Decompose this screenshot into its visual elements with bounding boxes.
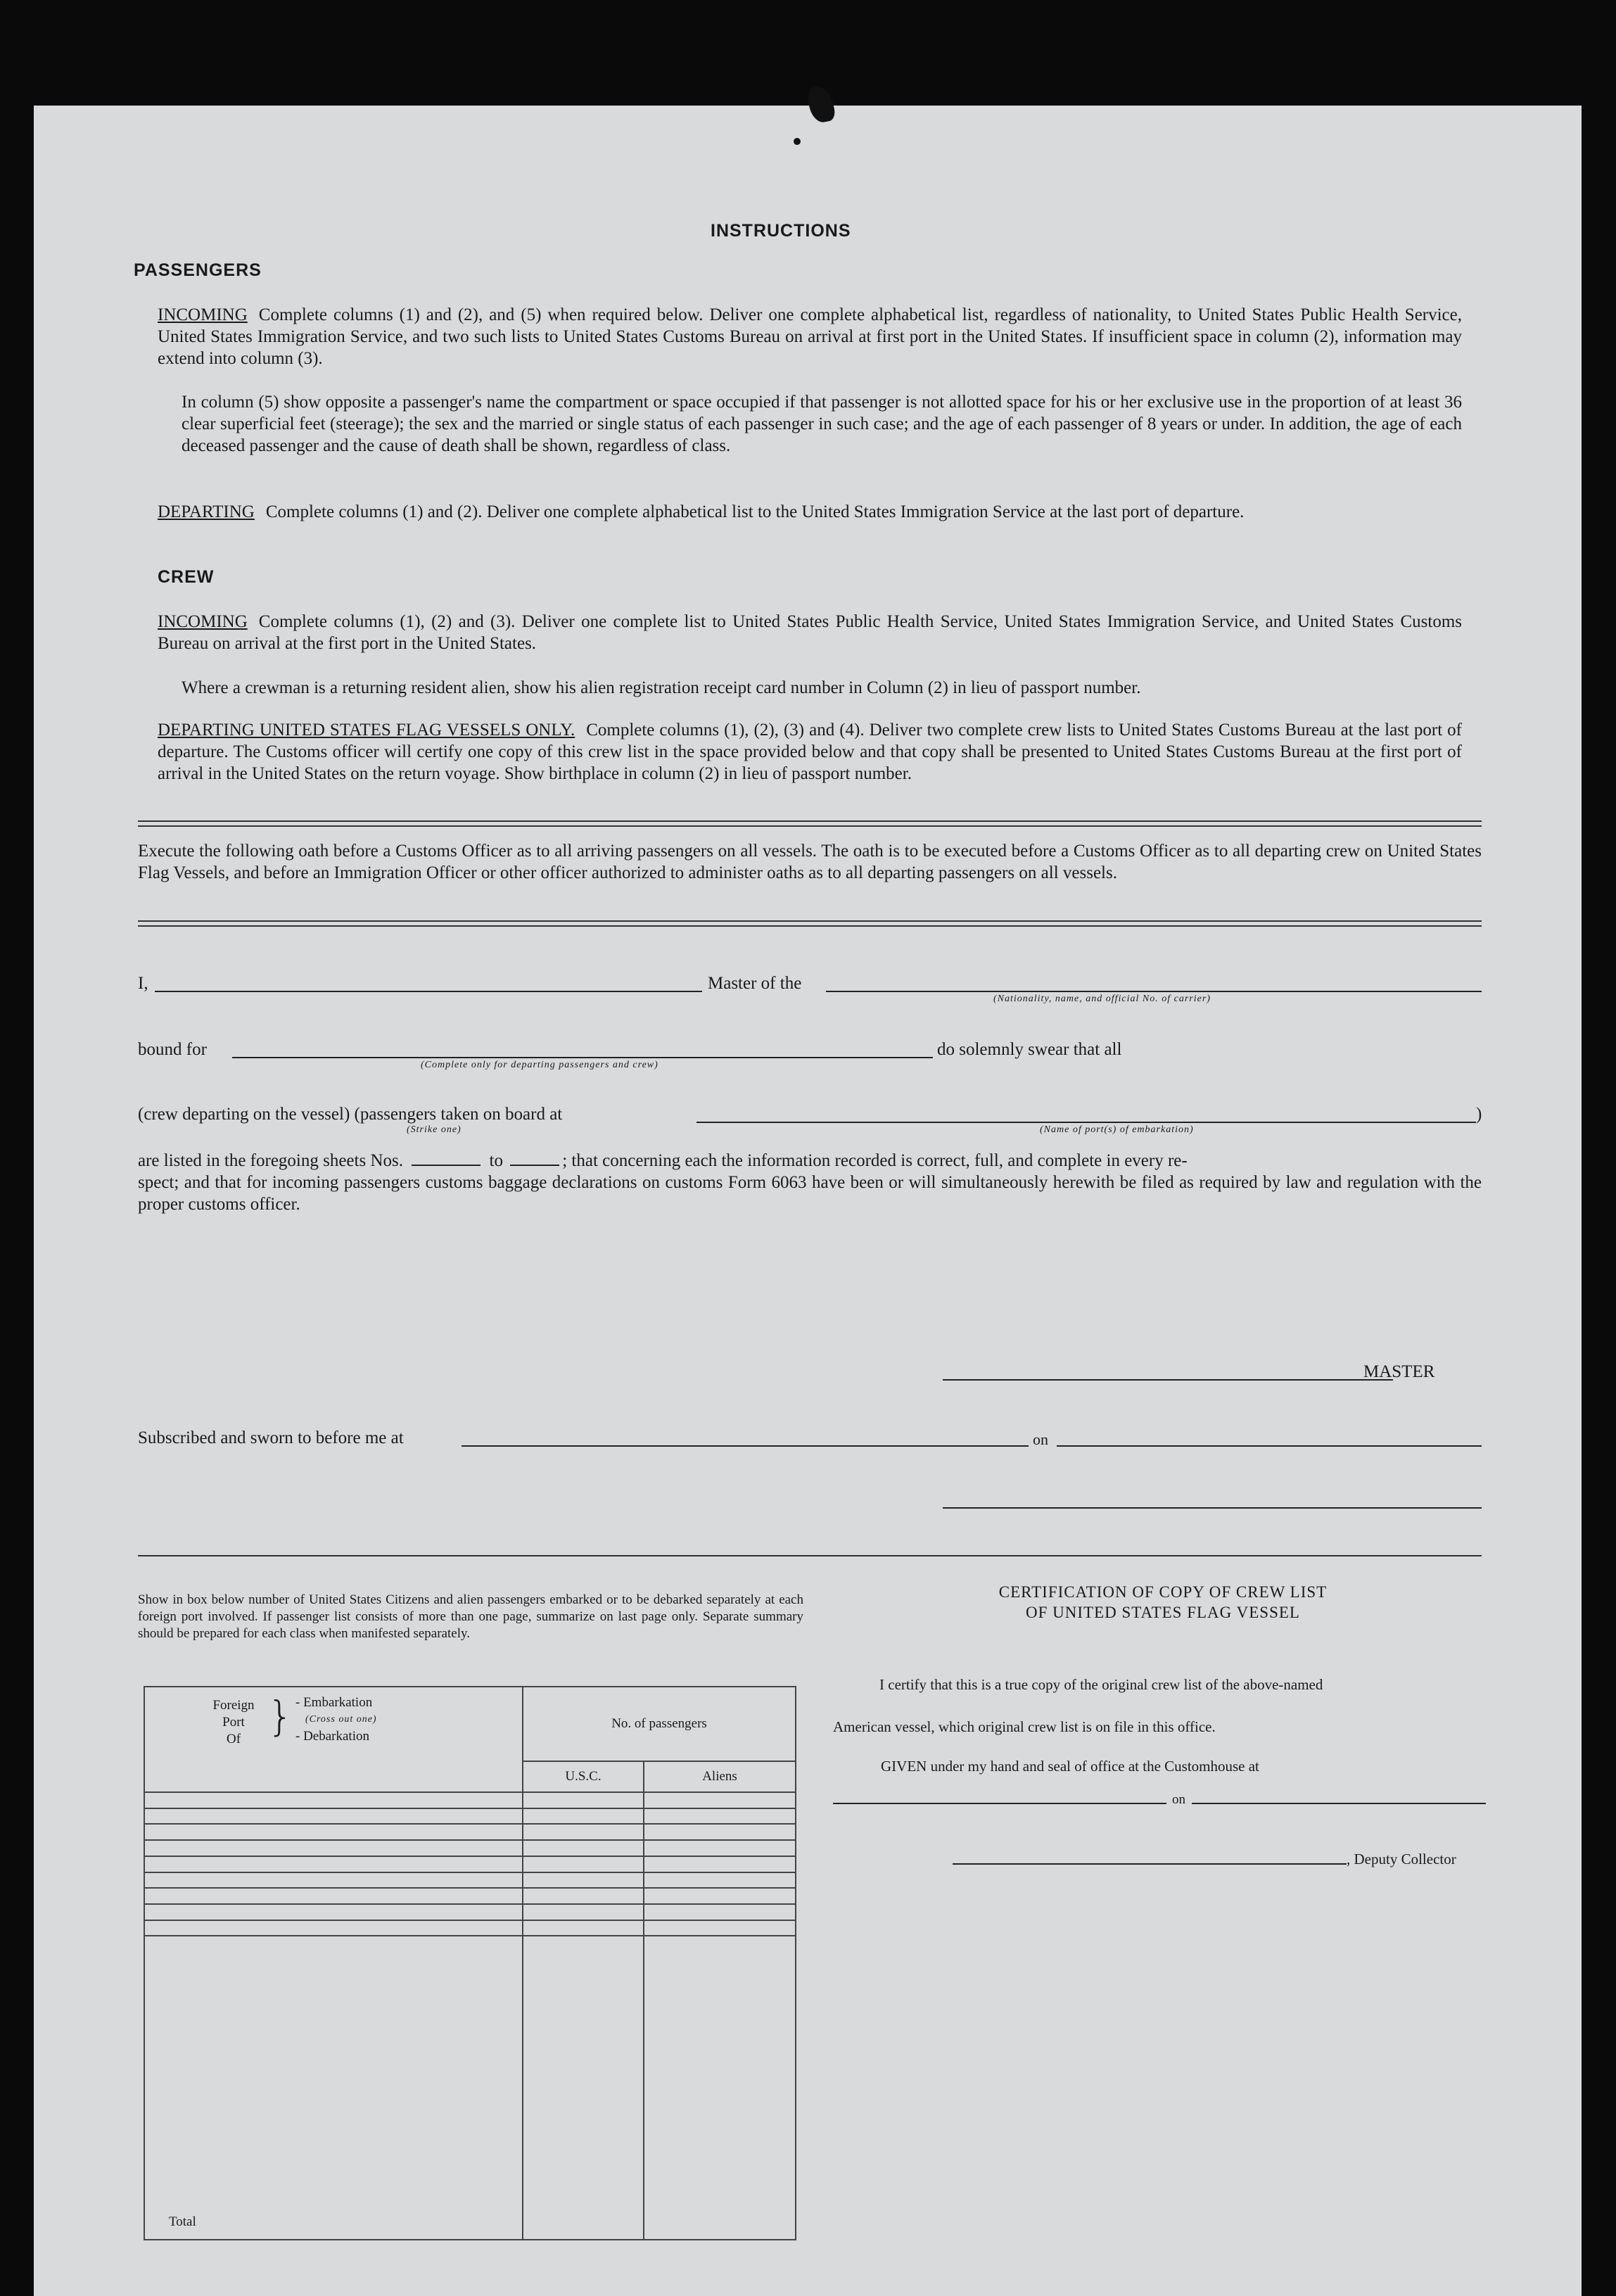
ports-hint: (Name of port(s) of embarkation)	[1040, 1124, 1194, 1135]
listed-line-1	[138, 1150, 1188, 1172]
master-signature-line[interactable]	[943, 1379, 1393, 1381]
foreign-label: Foreign	[212, 1698, 255, 1713]
total-row	[144, 1936, 796, 2240]
foreign-port-header	[144, 1687, 523, 1792]
certification-on-label: on	[1172, 1792, 1185, 1807]
bound-for-line[interactable]	[232, 1057, 933, 1058]
sheet-to-blank[interactable]	[510, 1165, 559, 1166]
crew-incoming-lead: INCOMING	[158, 612, 248, 631]
incoming-passengers-paragraph	[158, 304, 1462, 369]
listed-text-1: are listed in the foregoing sheets Nos.	[138, 1151, 403, 1170]
ports-line[interactable]	[696, 1122, 1476, 1123]
deputy-collector-line[interactable]	[953, 1863, 1347, 1865]
incoming-crew-paragraph	[158, 611, 1462, 654]
embarkation-label: - Embarkation	[295, 1695, 373, 1710]
given-line: GIVEN under my hand and seal of office at the Customhouse at	[881, 1758, 1259, 1775]
certification-title	[843, 1582, 1483, 1623]
table-row	[144, 1856, 796, 1872]
master-of-the-label: Master of the	[708, 974, 802, 993]
table-row	[144, 1920, 796, 1936]
oath-divider	[138, 920, 1482, 927]
strike-one-hint: (Strike one)	[407, 1124, 462, 1135]
brace-icon: }	[267, 1692, 293, 1740]
aliens-header: Aliens	[644, 1761, 796, 1792]
incoming-text: Complete columns (1) and (2), and (5) when required below. Deliver one complete alphabetical list, regardless of nationality, to United States Public Health Service, United States Immigration Service, and two such lists to United States Customs Bureau on arrival at first port in the United States. If insufficient space in column (2), information may extend into column (3).	[158, 305, 1462, 368]
instructions-title: INSTRUCTIONS	[711, 221, 851, 241]
bound-for-label: bound for	[138, 1040, 207, 1059]
listed-to: to	[489, 1151, 503, 1170]
master-name-line[interactable]	[155, 991, 702, 992]
bound-hint: (Complete only for departing passengers and crew)	[421, 1060, 659, 1070]
departing-lead: DEPARTING	[158, 502, 255, 521]
subscribed-on-label: on	[1033, 1431, 1048, 1448]
subscribed-label: Subscribed and sworn to before me at	[138, 1428, 404, 1447]
customhouse-line[interactable]	[833, 1803, 1166, 1804]
lower-divider	[138, 1555, 1482, 1556]
of-label: Of	[226, 1732, 241, 1746]
listed-text-2: ; that concerning each the information recorded is correct, full, and complete in every re-	[562, 1151, 1188, 1170]
total-label: Total	[144, 1936, 523, 2240]
table-row	[144, 1888, 796, 1904]
document-sheet	[34, 106, 1582, 2296]
ink-dot	[794, 138, 801, 145]
certification-title-line-2: OF UNITED STATES FLAG VESSEL	[1026, 1604, 1300, 1621]
passenger-summary-table	[144, 1686, 796, 2240]
table-row	[144, 1872, 796, 1889]
column5-paragraph: In column (5) show opposite a passenger's name the compartment or space occupied if that passenger is not allotted space for his or her exclusive use in the proportion of at least 36 clear superficial feet (steerage); the sex and the married or single status of each passenger in such case; and the age of each passenger of 8 years or under. In addition, the age of each deceased passenger and the cause of death shall be shown, regardless of class.	[182, 393, 1462, 455]
no-passengers-header: No. of passengers	[523, 1687, 796, 1761]
table-row	[144, 1808, 796, 1825]
table-row	[144, 1792, 796, 1808]
oath-intro: Execute the following oath before a Customs Officer as to all arriving passengers on all vessels. The oath is to be executed before a Customs Officer as to all departing crew on United States Flag Vessels, and before an Immigration Officer or other officer authorized to administer oaths as to all departing passengers on all vessels.	[138, 842, 1482, 882]
table-row	[144, 1904, 796, 1920]
section-divider	[138, 820, 1482, 827]
deputy-collector-label: , Deputy Collector	[1347, 1851, 1456, 1867]
sheet-from-blank[interactable]	[412, 1165, 481, 1166]
officer-signature-line[interactable]	[943, 1507, 1482, 1509]
nationality-hint: (Nationality, name, and official No. of carrier)	[993, 994, 1211, 1004]
subscribed-place-line[interactable]	[462, 1445, 1029, 1447]
crew-incoming-text: Complete columns (1), (2) and (3). Deliver one complete list to United States Public Health Service, United States Immigration Service, and United States Customs Bureau on arrival at the first port in the United States.	[158, 612, 1462, 653]
crew-passengers-label: (crew departing on the vessel) (passengers taken on board at	[138, 1105, 563, 1124]
passengers-heading: PASSENGERS	[134, 260, 262, 280]
flag-vessels-lead: DEPARTING UNITED STATES FLAG VESSELS ONLY.	[158, 721, 575, 740]
summary-note: Show in box below number of United States Citizens and alien passengers embarked or to be debarked separately at each foreign port involved. If passenger list consists of more than one page, summarize on last page only. Separate summary should be prepared for each class when manifested separately.	[138, 1592, 803, 1641]
debarkation-label: - Debarkation	[295, 1729, 369, 1744]
crewman-paragraph: Where a crewman is a returning resident alien, show his alien registration receipt card number in Column (2) in lieu of passport number.	[182, 678, 1141, 697]
master-label: MASTER	[1363, 1362, 1435, 1381]
flag-vessels-paragraph	[158, 719, 1462, 785]
subscribed-date-line[interactable]	[1057, 1445, 1482, 1447]
listed-text-3: spect; and that for incoming passengers customs baggage declarations on customs Form 6063 have been or will simultaneously herewith be filed as required by law and regulation with the proper customs officer.	[138, 1173, 1482, 1214]
table-row	[144, 1840, 796, 1856]
crew-heading: CREW	[158, 567, 215, 587]
carrier-line[interactable]	[826, 991, 1482, 992]
port-label: Port	[222, 1715, 245, 1730]
ink-blot	[806, 84, 836, 125]
certification-date-line[interactable]	[1192, 1803, 1486, 1804]
departing-text: Complete columns (1) and (2). Deliver one complete alphabetical list to the United States Immigration Service at the last port of departure.	[265, 502, 1245, 521]
departing-passengers-paragraph	[158, 501, 1462, 523]
certify-line-1: I certify that this is a true copy of the original crew list of the above-named	[879, 1676, 1323, 1693]
usc-header: U.S.C.	[523, 1761, 644, 1792]
close-paren: )	[1476, 1105, 1482, 1124]
cross-out-hint: (Cross out one)	[305, 1714, 377, 1725]
table-row	[144, 1824, 796, 1840]
incoming-lead: INCOMING	[158, 305, 248, 324]
i-label: I,	[138, 974, 148, 993]
flag-vessels-text: Complete columns (1), (2), (3) and (4). Deliver two complete crew lists to United States Customs Bureau at the last port of departure. The Customs officer will certify one copy of this crew list in the space provided below and that copy shall be presented to United States Customs Bureau at the first port of arrival in the United States on the return voyage. Show birthplace in column (2) in lieu of passport number.	[158, 721, 1462, 783]
certification-title-line-1: CERTIFICATION OF COPY OF CREW LIST	[998, 1583, 1328, 1601]
certify-line-2: American vessel, which original crew list is on file in this office.	[833, 1718, 1216, 1735]
swear-label: do solemnly swear that all	[937, 1040, 1122, 1059]
